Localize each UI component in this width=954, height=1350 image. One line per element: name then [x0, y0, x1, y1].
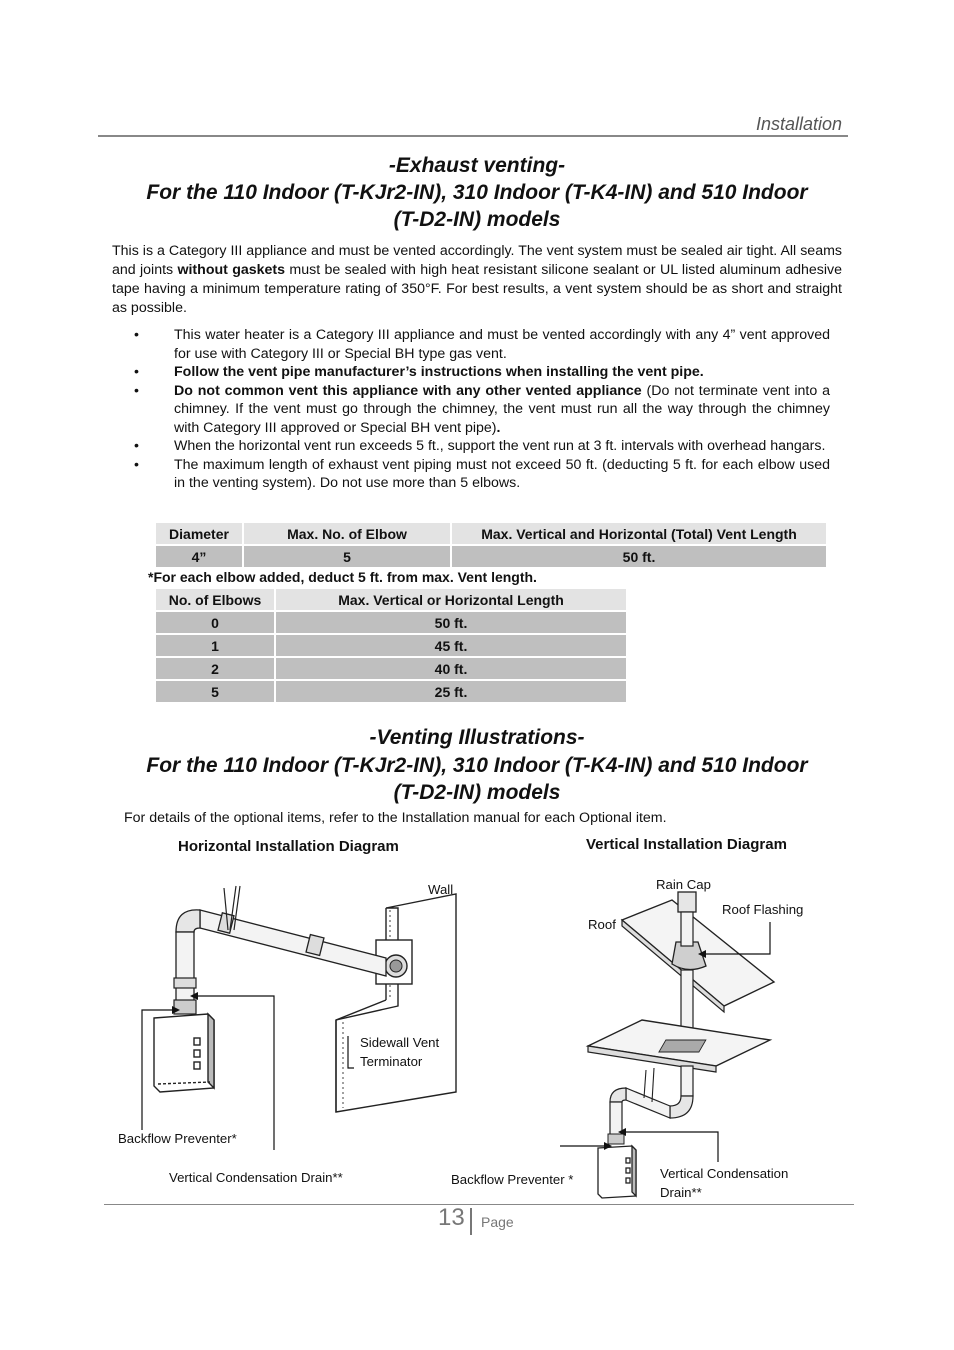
- section-header: Installation: [755, 114, 842, 134]
- illustrations-intro: For details of the optional items, refer to the Installation manual for each Optional item.: [124, 810, 667, 826]
- table-row: [156, 681, 626, 702]
- label-v-backflow: Backflow Preventer *: [451, 1172, 574, 1187]
- bullet-item: • This water heater is a Category III appliance and must be vented accordingly with any 4” vent approved for use with Category III or Special BH type gas vent.: [112, 326, 830, 363]
- pipe-coupling: [174, 978, 196, 988]
- bullet-bold-end: .: [496, 419, 501, 436]
- illustrations-title-3: (T-D2-IN) models: [393, 781, 561, 804]
- ceiling-support: [659, 1040, 706, 1052]
- vertical-vent-pipe: [176, 932, 194, 1010]
- table-header-cell: Diameter: [156, 523, 242, 544]
- rain-cap: [678, 892, 696, 912]
- page-separator: [470, 1208, 472, 1235]
- bullet-bold-text: Follow the vent pipe manufacturer’s instructions when installing the vent pipe.: [174, 364, 704, 380]
- table-cell: 0: [156, 612, 274, 633]
- table-cell: 40 ft.: [276, 658, 626, 679]
- vent-elbow-upper: [670, 1096, 693, 1118]
- bullet-item: [112, 363, 830, 382]
- vertical-vent-pipe-upper: [681, 912, 693, 946]
- label-sidewall-1: Sidewall Vent: [360, 1035, 440, 1050]
- terminator-opening: [390, 960, 402, 972]
- label-rain-cap: Rain Cap: [656, 877, 711, 892]
- label-v-drain-1: Vertical Condensation: [660, 1166, 789, 1181]
- label-roof-flashing: Roof Flashing: [722, 902, 804, 917]
- horizontal-vent-pipe: [200, 910, 386, 976]
- table-cell: 45 ft.: [276, 635, 626, 656]
- backflow-preventer-part: [608, 1134, 624, 1144]
- vent-spec-table: [154, 521, 828, 569]
- footer-divider: [104, 1204, 854, 1205]
- elbow-length-table: [154, 587, 628, 704]
- label-h-drain: Vertical Condensation Drain**: [169, 1170, 343, 1185]
- exhaust-bullet-list: [112, 326, 830, 493]
- table-header-cell: Max. Vertical or Horizontal Length: [276, 589, 626, 610]
- label-roof: Roof: [588, 917, 616, 932]
- water-heater-unit: [598, 1146, 636, 1198]
- backflow-preventer-part: [174, 1000, 196, 1014]
- bullet-item: • When the horizontal vent run exceeds 5 ft., support the vent run at 3 ft. intervals with overhead hangars.: [112, 437, 830, 456]
- exhaust-title-1: -Exhaust venting-: [388, 154, 566, 177]
- bullet-bold-text: Do not common vent this appliance with any other vented appliance: [174, 382, 642, 399]
- table-header-row: [156, 523, 826, 544]
- bullet-item: • The maximum length of exhaust vent piping must not exceed 50 ft. (deducting 5 ft. for each elbow used in the venting system). Do not use more than 5 elbows.: [112, 456, 830, 493]
- bullet-item: [112, 382, 830, 438]
- table-cell: 5: [156, 681, 274, 702]
- bullet-text: (Do not terminate vent into a chimney. If the vent must go through the chimney, the vent must run all the way through the chimney with Category III approved or Special BH vent pipe): [174, 382, 830, 436]
- exhaust-title-3: (T-D2-IN) models: [393, 208, 561, 231]
- exhaust-title-2: For the 110 Indoor (T-KJr2-IN), 310 Indoor (T-K4-IN) and 510 Indoor: [146, 181, 808, 204]
- vertical-vent-pipe-lower: [681, 1066, 693, 1096]
- label-v-drain-2: Drain**: [660, 1185, 702, 1200]
- table-cell: 5: [244, 546, 450, 567]
- label-wall: Wall: [428, 882, 454, 897]
- table-cell: 1: [156, 635, 274, 656]
- table-header-cell: Max. Vertical and Horizontal (Total) Vent Length: [452, 523, 826, 544]
- header-divider: [98, 135, 848, 137]
- page-number: 13: [438, 1204, 465, 1231]
- elbow-note: *For each elbow added, deduct 5 ft. from max. Vent length.: [148, 569, 537, 585]
- vertical-diagram-title: Vertical Installation Diagram: [586, 836, 787, 853]
- page-label: Page: [481, 1214, 514, 1230]
- table-row: [156, 546, 826, 567]
- table-cell: 50 ft.: [276, 612, 626, 633]
- table-cell: 50 ft.: [452, 546, 826, 567]
- vent-elbow: [176, 910, 200, 932]
- offset-pipe: [626, 1088, 670, 1118]
- intro-text-a: This is a Category III appliance and must be vented accordingly. The vent system must be sealed air tight. All seams and joints: [112, 243, 842, 278]
- table-cell: 25 ft.: [276, 681, 626, 702]
- table-header-row: [156, 589, 626, 610]
- table-row: [156, 635, 626, 656]
- intro-text-b: must be sealed with high heat resistant silicone sealant or UL listed aluminum adhesive tape having a minimum temperature rating of 350°F. For best results, a vent system should be as short and straight as possible.: [112, 262, 842, 316]
- water-heater-unit: [154, 1014, 214, 1092]
- exhaust-intro-paragraph: [112, 242, 842, 318]
- horizontal-diagram-title: Horizontal Installation Diagram: [178, 838, 399, 855]
- wall-drawing: [336, 894, 456, 1112]
- illustrations-title-2: For the 110 Indoor (T-KJr2-IN), 310 Indoor (T-K4-IN) and 510 Indoor: [146, 754, 808, 777]
- label-sidewall-2: Terminator: [360, 1054, 423, 1069]
- table-header-cell: No. of Elbows: [156, 589, 274, 610]
- table-cell: 2: [156, 658, 274, 679]
- label-h-backflow: Backflow Preventer*: [118, 1131, 237, 1146]
- intro-text-bold: without gaskets: [177, 262, 286, 278]
- table-header-cell: Max. No. of Elbow: [244, 523, 450, 544]
- table-row: [156, 612, 626, 633]
- vent-elbow-lower: [610, 1088, 626, 1102]
- table-row: [156, 658, 626, 679]
- illustrations-title-1: -Venting Illustrations-: [369, 726, 585, 749]
- table-cell: 4”: [156, 546, 242, 567]
